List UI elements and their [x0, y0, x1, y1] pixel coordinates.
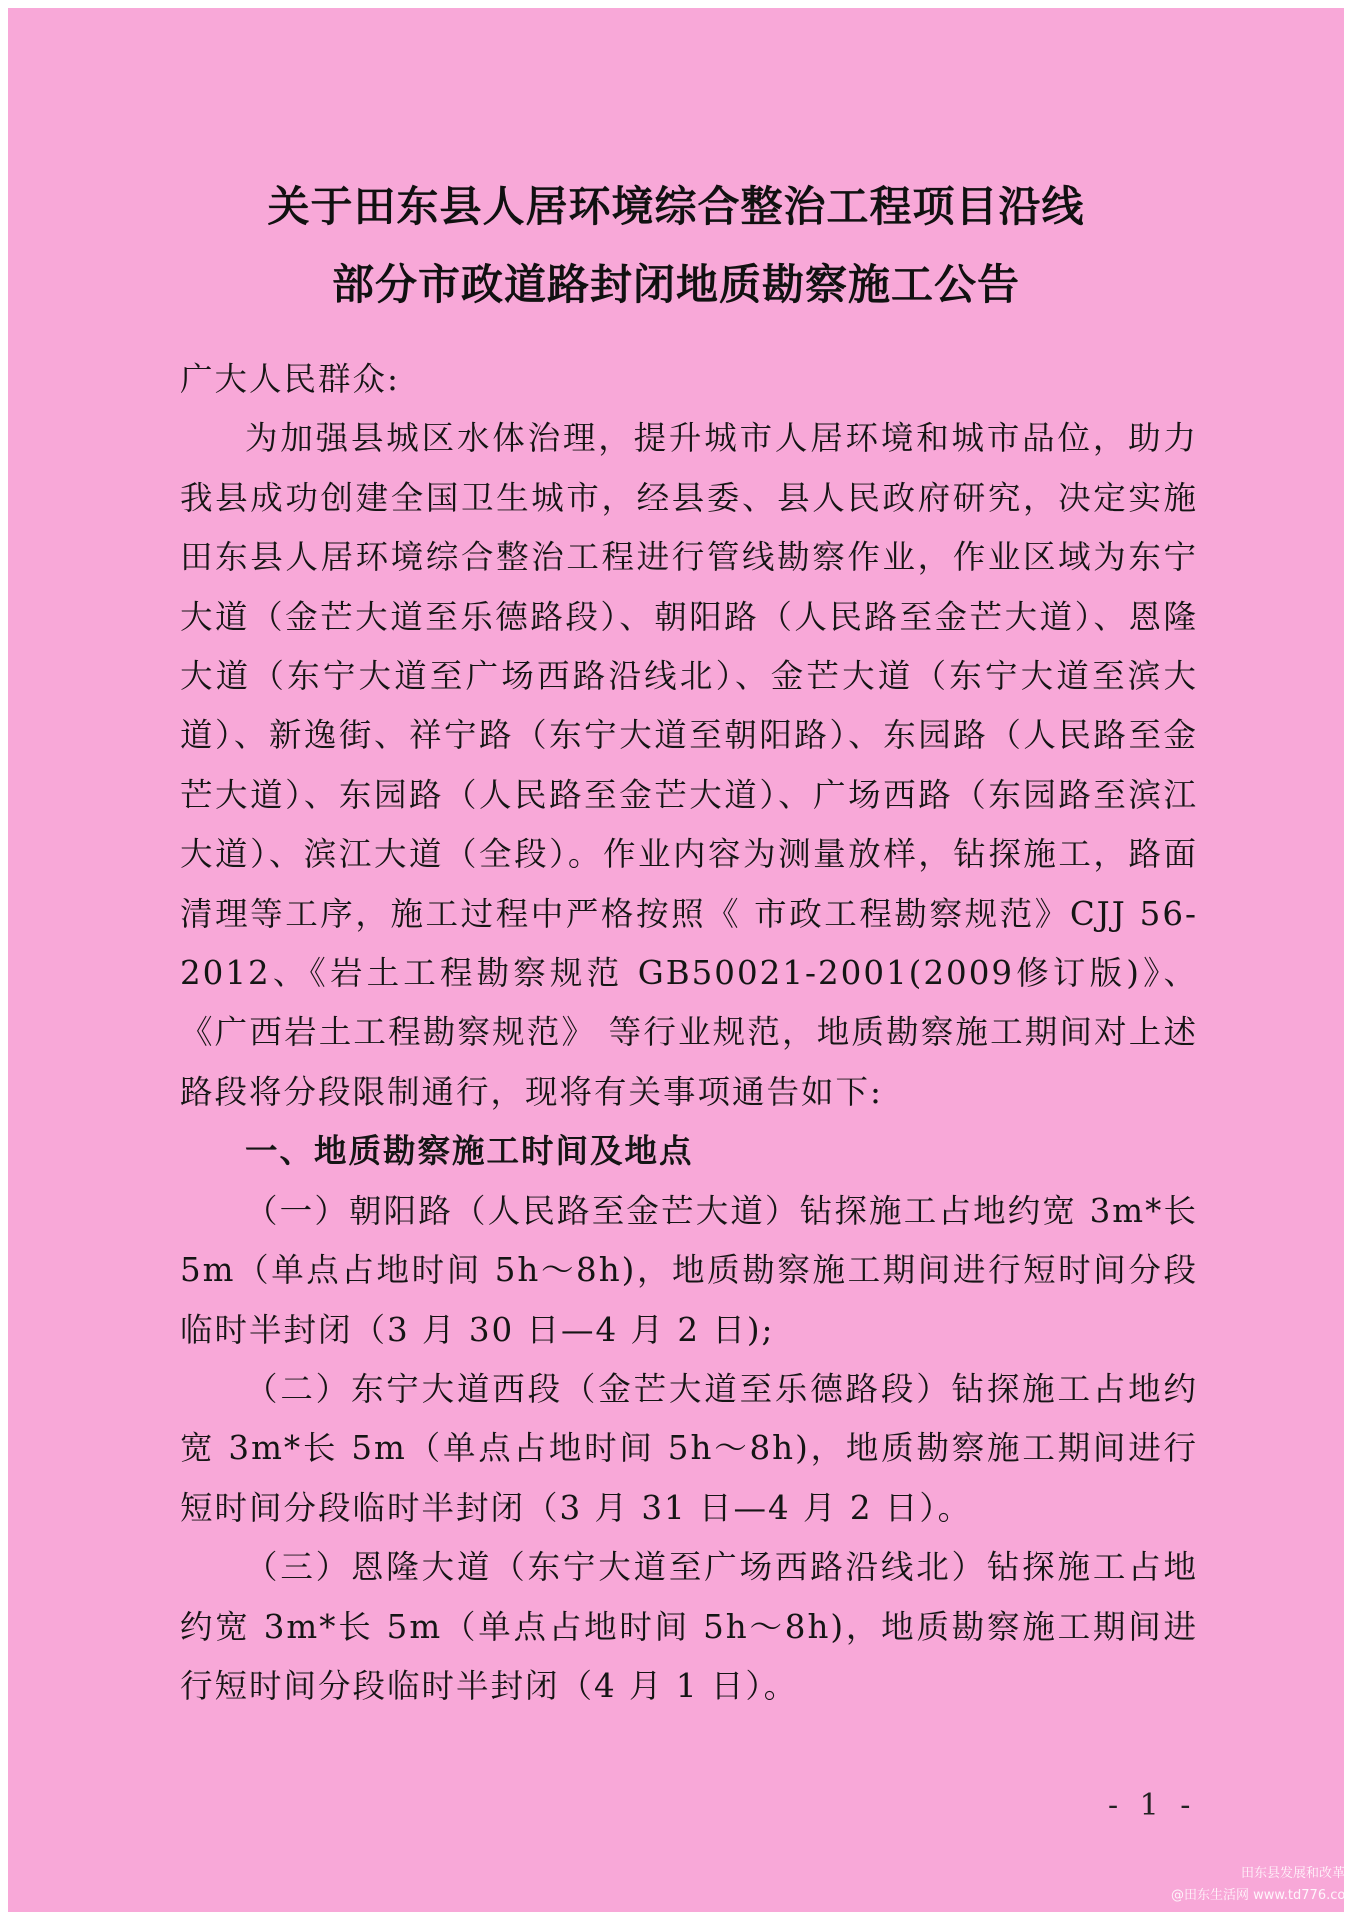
title-line-1: 关于田东县人居环境综合整治工程项目沿线: [267, 182, 1085, 231]
page-number: - 1 -: [1108, 1788, 1197, 1823]
watermark-line-2: @田东生活网 www.td776.com: [1170, 1888, 1358, 1903]
document-page: [8, 8, 1344, 1912]
item-2-paragraph: （二）东宁大道西段（金芒大道至乐德路段）钻探施工占地约宽 3m*长 5m（单点占地时间 5h～8h)，地质勘察施工期间进行短时间分段临时半封闭（3 月 31 日—4 月 2 日）。: [180, 1369, 1198, 1527]
section-heading: 一、地质勘察施工时间及地点: [245, 1132, 694, 1171]
document-body: [180, 350, 1198, 1716]
salutation: 广大人民群众:: [180, 360, 400, 398]
page-title: [8, 168, 1344, 324]
watermark-line-1: 田东县发展和改革局: [1240, 1866, 1358, 1881]
item-1-paragraph: （一）朝阳路（人民路至金芒大道）钻探施工占地约宽 3m*长 5m（单点占地时间 5h～8h)，地质勘察施工期间进行短时间分段临时半封闭（3 月 30 日—4 月 2 日);: [180, 1191, 1198, 1349]
item-3-paragraph: （三）恩隆大道（东宁大道至广场西路沿线北）钻探施工占地约宽 3m*长 5m（单点占地时间 5h～8h)，地质勘察施工期间进行短时间分段临时半封闭（4 月 1 日）。: [180, 1548, 1198, 1705]
title-line-2: 部分市政道路封闭地质勘察施工公告: [331, 260, 1020, 309]
intro-paragraph: 为加强县城区水体治理，提升城市人居环境和城市品位，助力我县成功创建全国卫生城市，经县委、县人民政府研究，决定实施田东县人居环境综合整治工程进行管线勘察作业，作业区域为东宁大道（金芒大道至乐德路段）、朝阳路（人民路至金芒大道）、恩隆大道（东宁大道至广场西路沿线北）、金芒大道（东宁大道至滨大道）、新逸街、祥宁路（东宁大道至朝阳路）、东园路（人民路至金芒大道）、东园路（人民路至金芒大道）、广场西路（东园路至滨江大道）、滨江大道（全段）。作业内容为测量放样，钻探施工，路面清理等工序，施工过程中严格按照《 市政工程勘察规范》CJJ 56-2012、《岩土工程勘察规范 GB50021-2001(2009修订版)》、《广西岩土工程勘察规范》 等行业规范，地质勘察施工期间对上述路段将分段限制通行，现将有关事项通告如下:: [180, 419, 1198, 1111]
